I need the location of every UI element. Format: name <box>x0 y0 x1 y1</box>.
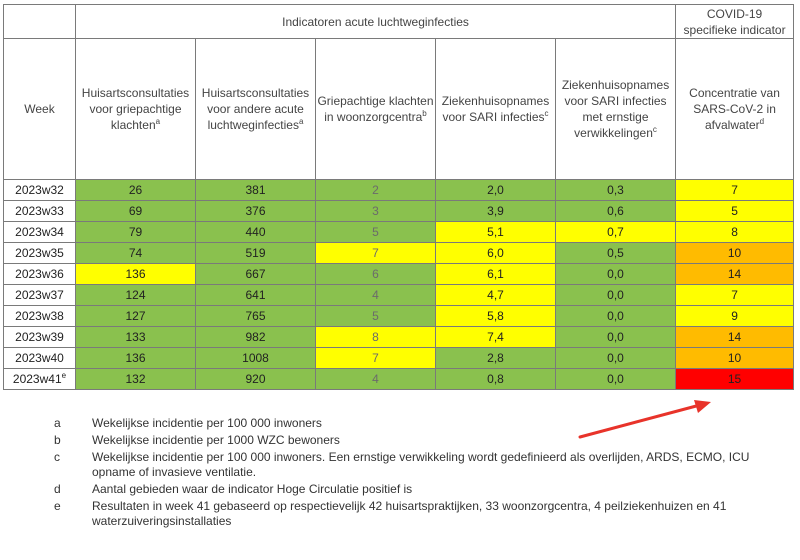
value-cell-ha_ali: 641 <box>196 285 316 306</box>
value-cell-afval: 15 <box>676 369 794 390</box>
value-cell-wzc: 3 <box>316 201 436 222</box>
week-cell <box>4 201 76 222</box>
week-label: 2023w41 <box>12 372 62 386</box>
value-cell-ha_gp: 26 <box>76 180 196 201</box>
week-label: 2023w39 <box>15 330 64 344</box>
week-cell <box>4 285 76 306</box>
value-cell-sari: 7,4 <box>436 327 556 348</box>
value-cell-afval: 7 <box>676 180 794 201</box>
week-cell <box>4 222 76 243</box>
week-cell <box>4 264 76 285</box>
value-cell-sari: 6,0 <box>436 243 556 264</box>
footnote-key: a <box>54 416 61 430</box>
value-cell-sari: 2,8 <box>436 348 556 369</box>
value-cell-sari: 3,9 <box>436 201 556 222</box>
footnote-marker: c <box>544 109 549 118</box>
footnote-marker: d <box>759 117 765 126</box>
value-cell-afval: 10 <box>676 348 794 369</box>
footnote-text: Resultaten in week 41 gebaseerd op respectievelijk 42 huisartspraktijken, 33 woonzorgcentra, 4 peilziekenhuizen en 41 waterzuiveringsinstallaties <box>92 499 727 528</box>
value-cell-afval: 14 <box>676 264 794 285</box>
week-label: 2023w34 <box>15 225 64 239</box>
header-row-columns <box>4 39 794 180</box>
value-cell-ha_ali: 376 <box>196 201 316 222</box>
week-label: 2023w37 <box>15 288 64 302</box>
footnote-item <box>54 416 774 431</box>
week-label: 2023w32 <box>15 183 64 197</box>
column-header-label: Ziekenhuisopnames voor SARI infecties <box>441 94 550 124</box>
value-cell-sari_ernst: 0,0 <box>556 306 676 327</box>
covid-header-line2: specifieke indicator <box>683 22 786 37</box>
column-header-label: Huisartsconsultaties voor griepachtige klachten <box>81 86 190 132</box>
footnote-text: Aantal gebieden waar de indicator Hoge Circulatie positief is <box>92 482 413 496</box>
value-cell-ha_gp: 79 <box>76 222 196 243</box>
value-cell-ha_ali: 982 <box>196 327 316 348</box>
value-cell-ha_gp: 132 <box>76 369 196 390</box>
table-row <box>4 369 794 390</box>
week-cell <box>4 243 76 264</box>
header-blank <box>4 5 76 39</box>
value-cell-ha_ali: 920 <box>196 369 316 390</box>
footnote-key: e <box>54 499 61 513</box>
table-row <box>4 285 794 306</box>
value-cell-sari: 0,8 <box>436 369 556 390</box>
value-cell-ha_gp: 133 <box>76 327 196 348</box>
value-cell-afval: 9 <box>676 306 794 327</box>
value-cell-ha_gp: 124 <box>76 285 196 306</box>
value-cell-wzc: 7 <box>316 243 436 264</box>
value-cell-sari_ernst: 0,0 <box>556 327 676 348</box>
week-label: 2023w36 <box>15 267 64 281</box>
value-cell-ha_ali: 519 <box>196 243 316 264</box>
table-row <box>4 243 794 264</box>
value-cell-afval: 5 <box>676 201 794 222</box>
value-cell-afval: 14 <box>676 327 794 348</box>
value-cell-sari_ernst: 0,0 <box>556 285 676 306</box>
value-cell-ha_gp: 136 <box>76 348 196 369</box>
value-cell-sari_ernst: 0,6 <box>556 201 676 222</box>
value-cell-sari: 2,0 <box>436 180 556 201</box>
column-header-label: Concentratie van SARS-CoV-2 in afvalwater <box>689 86 780 132</box>
value-cell-sari_ernst: 0,0 <box>556 264 676 285</box>
value-cell-sari: 6,1 <box>436 264 556 285</box>
footnote-marker: b <box>422 109 427 118</box>
value-cell-wzc: 4 <box>316 369 436 390</box>
value-cell-wzc: 6 <box>316 264 436 285</box>
value-cell-afval: 7 <box>676 285 794 306</box>
column-header-label: Week <box>24 102 55 116</box>
footnote-item <box>54 433 774 448</box>
footnote-marker: a <box>155 117 161 126</box>
value-cell-afval: 10 <box>676 243 794 264</box>
value-cell-ha_ali: 765 <box>196 306 316 327</box>
week-label: 2023w38 <box>15 309 64 323</box>
week-cell <box>4 369 76 390</box>
value-cell-ha_gp: 69 <box>76 201 196 222</box>
table-row <box>4 201 794 222</box>
column-header-ha_gp <box>76 39 196 180</box>
value-cell-ha_ali: 381 <box>196 180 316 201</box>
footnote-key: b <box>54 433 61 447</box>
value-cell-wzc: 4 <box>316 285 436 306</box>
footnote-text: Wekelijkse incidentie per 1000 WZC bewoners <box>92 433 340 447</box>
table-row <box>4 327 794 348</box>
footnote-item <box>54 482 774 497</box>
footnote-item <box>54 499 774 529</box>
table-row <box>4 180 794 201</box>
footnotes <box>54 416 774 531</box>
column-header-week <box>4 39 76 180</box>
value-cell-sari_ernst: 0,3 <box>556 180 676 201</box>
value-cell-wzc: 7 <box>316 348 436 369</box>
table-row <box>4 222 794 243</box>
value-cell-sari_ernst: 0,0 <box>556 348 676 369</box>
column-header-label: Huisartsconsultaties voor andere acute luchtweginfecties <box>201 86 310 132</box>
covid-header <box>676 5 794 39</box>
week-label: 2023w35 <box>15 246 64 260</box>
value-cell-sari_ernst: 0,0 <box>556 369 676 390</box>
footnote-item <box>54 450 774 480</box>
week-label: 2023w33 <box>15 204 64 218</box>
covid-header-line1: COVID-19 <box>706 6 763 21</box>
arrow-head-icon <box>694 400 711 413</box>
value-cell-wzc: 5 <box>316 306 436 327</box>
week-cell <box>4 327 76 348</box>
week-label: 2023w40 <box>15 351 64 365</box>
column-header-wzc <box>316 39 436 180</box>
value-cell-sari: 5,1 <box>436 222 556 243</box>
column-header-label: Ziekenhuisopnames voor SARI infecties met ernstige verwikkelingen <box>561 78 670 140</box>
value-cell-ha_ali: 667 <box>196 264 316 285</box>
value-cell-sari: 5,8 <box>436 306 556 327</box>
value-cell-ha_gp: 127 <box>76 306 196 327</box>
value-cell-wzc: 5 <box>316 222 436 243</box>
value-cell-ha_gp: 136 <box>76 264 196 285</box>
indicator-table <box>3 4 794 390</box>
footnote-key: c <box>54 450 60 464</box>
value-cell-afval: 8 <box>676 222 794 243</box>
table-row <box>4 348 794 369</box>
week-cell <box>4 306 76 327</box>
week-cell <box>4 180 76 201</box>
column-header-sari <box>436 39 556 180</box>
table-row <box>4 264 794 285</box>
value-cell-wzc: 8 <box>316 327 436 348</box>
group-header: Indicatoren acute luchtweginfecties <box>76 5 676 39</box>
footnote-marker: c <box>652 125 657 134</box>
footnote-text: Wekelijkse incidentie per 100 000 inwoners <box>92 416 322 430</box>
value-cell-ha_gp: 74 <box>76 243 196 264</box>
header-row-group <box>4 5 794 39</box>
column-header-afval <box>676 39 794 180</box>
value-cell-sari_ernst: 0,7 <box>556 222 676 243</box>
column-header-sari_ernst <box>556 39 676 180</box>
footnote-marker: e <box>61 371 67 380</box>
value-cell-ha_ali: 1008 <box>196 348 316 369</box>
value-cell-wzc: 2 <box>316 180 436 201</box>
value-cell-sari_ernst: 0,5 <box>556 243 676 264</box>
column-header-ha_ali <box>196 39 316 180</box>
week-cell <box>4 348 76 369</box>
value-cell-ha_ali: 440 <box>196 222 316 243</box>
footnote-text: Wekelijkse incidentie per 100 000 inwoners. Een ernstige verwikkeling wordt gedefinieerd als overlijden, ARDS, ECMO, ICU opname of invasieve ventilatie. <box>92 450 750 479</box>
value-cell-sari: 4,7 <box>436 285 556 306</box>
footnote-key: d <box>54 482 61 496</box>
table-row <box>4 306 794 327</box>
footnote-marker: a <box>298 117 304 126</box>
column-header-label: Griepachtige klachten in woonzorgcentra <box>317 94 434 124</box>
